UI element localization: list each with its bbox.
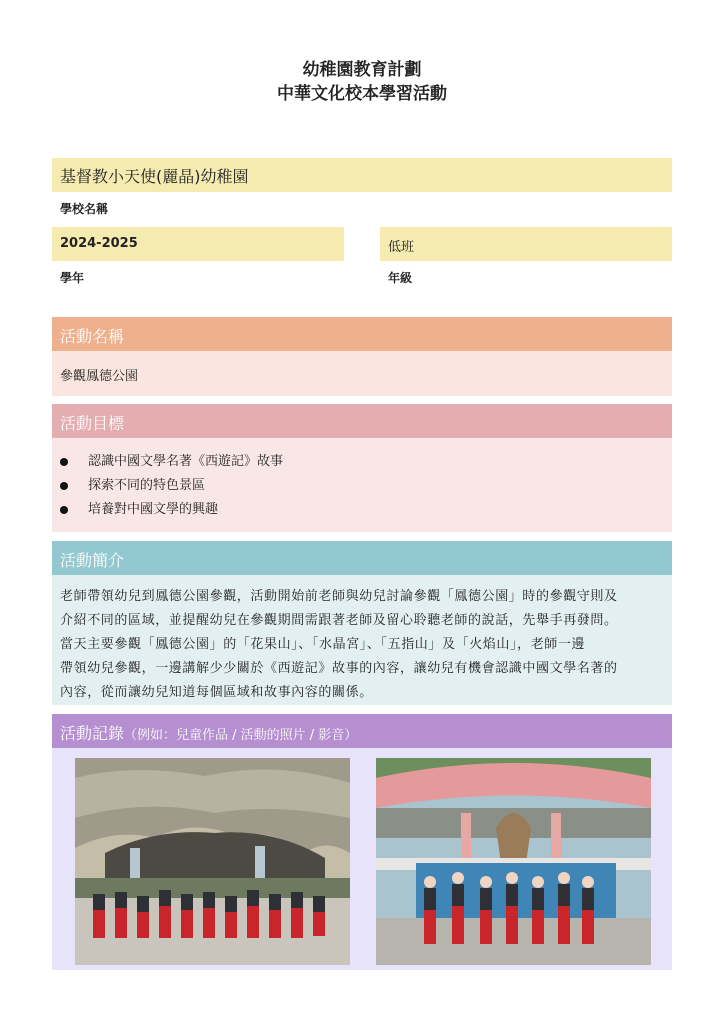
activity-photo-pavilion <box>376 758 651 965</box>
school-name-label: 學校名稱 <box>60 202 109 216</box>
grade-field: 低班 <box>380 227 672 261</box>
school-year-label: 學年 <box>60 271 85 285</box>
intro-line: 介紹不同的區域，並提醒幼兒在參觀期間需跟著老師及留心聆聽老師的說話，先舉手再發問。 <box>60 613 618 628</box>
intro-heading: 活動簡介 <box>52 541 672 575</box>
record-heading <box>52 714 672 748</box>
school-name-field: 基督教小天使(麗晶)幼稚園 <box>52 158 672 192</box>
objectives-box <box>52 438 672 532</box>
objectives-list <box>52 450 672 522</box>
intro-line: 當天主要參觀「鳳德公園」的「花果山」、「水晶宮」、「五指山」及「火焰山」，老師一邊 <box>60 637 586 652</box>
bullet-icon <box>60 506 68 514</box>
objective-item: 認識中國文學名著《西遊記》故事 <box>52 450 672 474</box>
objective-item: 培養對中國文學的興趣 <box>52 498 672 522</box>
plan-subtitle: 中華文化校本學習活動 <box>277 84 447 104</box>
bullet-icon <box>60 482 68 490</box>
record-heading-sub: （例如：兒童作品 / 活動的照片 / 影音） <box>124 728 358 743</box>
grade-label: 年級 <box>388 271 413 285</box>
intro-line: 老師帶領幼兒到鳳德公園參觀，活動開始前老師與幼兒討論參觀「鳳德公園」時的參觀守則及 <box>60 589 618 604</box>
pavilion-photo-image <box>376 758 651 965</box>
objective-item: 探索不同的特色景區 <box>52 474 672 498</box>
grotto-photo-image <box>75 758 350 965</box>
intro-line: 帶領幼兒參觀，一邊講解少少關於《西遊記》故事的內容，讓幼兒有機會認識中國文學名著的 <box>60 661 618 676</box>
record-heading-title: 活動記錄 <box>60 724 125 743</box>
plan-title: 幼稚園教育計劃 <box>302 60 422 80</box>
activity-photo-grotto <box>75 758 350 965</box>
objectives-heading: 活動目標 <box>52 404 672 438</box>
intro-body <box>52 575 672 705</box>
school-year-field: 2024-2025 <box>52 227 344 261</box>
activity-name-heading: 活動名稱 <box>52 317 672 351</box>
intro-line: 內容，從而讓幼兒知道每個區域和故事內容的關係。 <box>60 685 373 700</box>
activity-name-value: 參觀鳳德公園 <box>52 351 672 396</box>
bullet-icon <box>60 458 68 466</box>
